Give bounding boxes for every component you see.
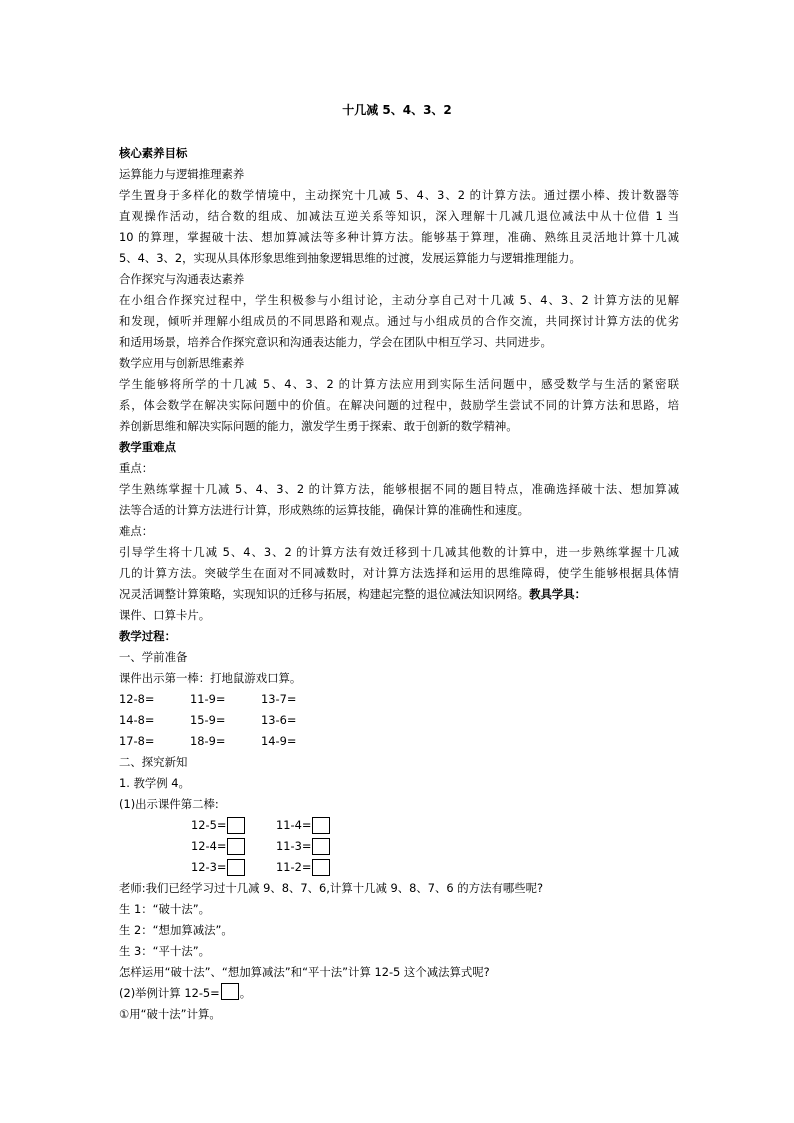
teacher-question: 老师:我们已经学习过十几减 9、8、7、6,计算十几减 9、8、7、6 的方法有哪些呢?: [119, 881, 544, 895]
student-answer: 生 3：“平十法”。: [119, 944, 211, 958]
answer-box: [227, 859, 245, 876]
answer-box: [312, 859, 330, 876]
paragraph-line: 直观操作活动，结合数的组成、加减法互逆关系等知识，深入理解十几减几退位减法中从十位借 1 当: [119, 209, 679, 223]
paragraph-line: 学生置身于多样化的数学情境中，主动探究十几减 5、4、3、2 的计算方法。通过摆小棒、拨计数器等: [119, 188, 679, 202]
warmup-row: [119, 689, 679, 710]
warmup-equation: 17-8=: [119, 734, 155, 748]
box-equation-row: [191, 815, 679, 836]
label-difficulty: 难点：: [119, 524, 154, 538]
subheading-core2: 合作探究与沟通表达素养: [119, 272, 245, 286]
warmup-equation: 13-7=: [261, 692, 297, 706]
example-step2: [119, 983, 679, 1004]
method1-heading: ①用“破十法”计算。: [119, 1007, 221, 1021]
warmup-equation: 14-8=: [119, 713, 155, 727]
answer-box: [227, 838, 245, 855]
method-question: 怎样运用“破十法”、“想加算减法”和“平十法”计算 12-5 这个减法算式呢?: [119, 965, 490, 979]
box-equation: 12-5=: [191, 818, 227, 832]
subheading-core1: 运算能力与逻辑推理素养: [119, 167, 245, 181]
student-answer: 生 2：“想加算减法”。: [119, 923, 233, 937]
paragraph-line: 5、4、3、2，实现从具体形象思维到抽象逻辑思维的过渡，发展运算能力与逻辑推理能力。: [119, 251, 581, 265]
answer-box: [227, 817, 245, 834]
paragraph-line: 几的计算方法。突破学生在面对不同减数时，对计算方法选择和运用的思维障碍，使学生能够根据具体情: [119, 566, 679, 580]
warmup-equation: 13-6=: [261, 713, 297, 727]
example-step2-text: (2)举例计算 12-5=: [119, 986, 220, 1000]
box-equation: 11-3=: [276, 839, 312, 853]
warmup-equation: 12-8=: [119, 692, 155, 706]
example-step2-end: 。: [239, 986, 252, 1000]
box-equation: 12-3=: [191, 860, 227, 874]
paragraph-line: 学生熟练掌握十几减 5、4、3、2 的计算方法，能够根据不同的题目特点，准确选择破十法、想加算减: [119, 482, 679, 496]
heading-core-goals: 核心素养目标: [119, 146, 188, 160]
paragraph-line: 系，体会数学在解决实际问题中的价值。在解决问题的过程中，鼓励学生尝试不同的计算方法和思路，培: [119, 398, 679, 412]
part1-heading: 一、学前准备: [119, 650, 188, 664]
warmup-equation: 15-9=: [190, 713, 226, 727]
paragraph-line: 10 的算理，掌握破十法、想加算减法等多种计算方法。能够基于算理，准确、熟练且灵活地计算十几减: [119, 230, 679, 244]
paragraph-line: 引导学生将十几减 5、4、3、2 的计算方法有效迁移到十几减其他数的计算中，进一步熟练掌握十几减: [119, 545, 679, 559]
part1-intro: 课件出示第一棒：打地鼠游戏口算。: [119, 671, 302, 685]
answer-box: [312, 838, 330, 855]
warmup-row: [119, 710, 679, 731]
answer-box: [312, 817, 330, 834]
warmup-equation: 14-9=: [261, 734, 297, 748]
box-equation: 12-4=: [191, 839, 227, 853]
paragraph-line: 和发现，倾听并理解小组成员的不同思路和观点。通过与小组成员的合作交流，共同探讨计算方法的优劣: [119, 314, 679, 328]
box-equation-row: [191, 836, 679, 857]
tools-text: 课件、口算卡片。: [119, 608, 211, 622]
part2-heading: 二、探究新知: [119, 755, 188, 769]
heading-tools: 教具学具：: [529, 587, 587, 601]
box-equation: 11-2=: [276, 860, 312, 874]
paragraph-line: 和适用场景，培养合作探究意识和沟通表达能力，学会在团队中相互学习、共同进步。: [119, 335, 552, 349]
box-equation-row: [191, 857, 679, 878]
paragraph-line: 法等合适的计算方法进行计算，形成熟练的运算技能，确保计算的准确性和速度。: [119, 503, 530, 517]
box-equation: 11-4=: [276, 818, 312, 832]
example-step1: (1)出示课件第二棒:: [119, 797, 219, 811]
answer-box: [221, 983, 239, 1000]
paragraph-line: [119, 584, 679, 605]
example-title: 1. 教学例 4。: [119, 776, 190, 790]
paragraph-line: 在小组合作探究过程中，学生积极参与小组讨论，主动分享自己对十几减 5、4、3、2 计算方法的见解: [119, 293, 679, 307]
paragraph-line: 养创新思维和解决实际问题的能力，激发学生勇于探索、敢于创新的数学精神。: [119, 419, 518, 433]
student-answer: 生 1：“破十法”。: [119, 902, 211, 916]
label-key: 重点：: [119, 461, 154, 475]
heading-key-points: 教学重难点: [119, 440, 176, 454]
difficulty-last-line: 况灵活调整计算策略，实现知识的迁移与拓展，构建起完整的退位减法知识网络。: [119, 587, 530, 601]
paragraph-line: 学生能够将所学的十几减 5、4、3、2 的计算方法应用到实际生活问题中，感受数学与生活的紧密联: [119, 377, 679, 391]
warmup-row: [119, 731, 679, 752]
subheading-core3: 数学应用与创新思维素养: [119, 356, 245, 370]
warmup-equation: 11-9=: [190, 692, 226, 706]
document-body: [119, 143, 679, 1025]
heading-process: 教学过程：: [119, 629, 176, 643]
page-title: 十几减 5、4、3、2: [342, 103, 452, 117]
warmup-equation: 18-9=: [190, 734, 226, 748]
